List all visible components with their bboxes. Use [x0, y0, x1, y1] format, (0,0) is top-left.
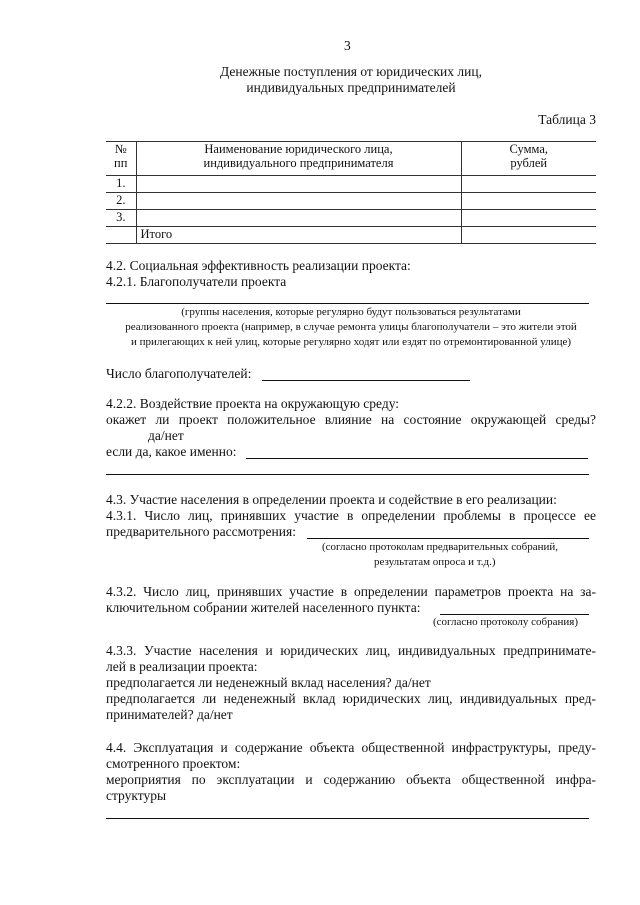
- environment-answer-options[interactable]: да/нет: [148, 428, 184, 443]
- final-meeting-count-note: (согласно протоколу собрания): [433, 616, 579, 628]
- maintenance-input-line[interactable]: [106, 818, 589, 819]
- section-4-3-3-line1: 4.3.3. Участие населения и юридических лиц, индивидуальных предпринимате-: [106, 643, 596, 658]
- table-label: Таблица 3: [538, 112, 596, 127]
- table-row: [106, 193, 596, 210]
- row-name-cell[interactable]: [136, 193, 461, 210]
- section-title-line1: Денежные поступления от юридических лиц,: [220, 64, 482, 79]
- row-number: 2.: [106, 193, 136, 210]
- section-4-3-2-line2: ключительном собрании жителей населенного пункта:: [106, 600, 421, 615]
- business-contribution-question-line1: предполагается ли неденежный вклад юридических лиц, индивидуальных пред-: [106, 691, 596, 706]
- table-row: [106, 176, 596, 193]
- section-4-2-2-heading: 4.2.2. Воздействие проекта на окружающую среду:: [106, 396, 400, 411]
- total-num-cell: [106, 227, 136, 244]
- beneficiaries-note-line2: реализованного проекта (например, в случае ремонта улицы благополучатели – это жители этой: [125, 321, 577, 333]
- row-name-cell[interactable]: [136, 176, 461, 193]
- environment-extra-input-line[interactable]: [106, 474, 589, 475]
- section-4-4-line1: 4.4. Эксплуатация и содержание объекта общественной инфраструктуры, преду-: [106, 740, 596, 755]
- section-4-3-heading: 4.3. Участие населения в определении проекта и содействие в его реализации:: [106, 492, 557, 507]
- row-sum-cell[interactable]: [461, 210, 596, 227]
- row-sum-cell[interactable]: [461, 176, 596, 193]
- table-header-row: [106, 142, 596, 176]
- section-4-4-line3: мероприятия по эксплуатации и содержанию объекта общественной инфра-: [106, 772, 596, 787]
- business-contribution-question-line2: принимателей? да/нет: [106, 707, 233, 722]
- row-number: 3.: [106, 210, 136, 227]
- header-sum: Сумма, рублей: [461, 142, 596, 176]
- section-4-4-line4: структуры: [106, 788, 167, 803]
- section-4-3-3-line2: лей в реализации проекта:: [106, 659, 258, 674]
- table-total-row: [106, 227, 596, 244]
- population-contribution-question: предполагается ли неденежный вклад населения? да/нет: [106, 675, 431, 690]
- table-row: [106, 210, 596, 227]
- section-4-3-1-line2: предварительного рассмотрения:: [106, 524, 296, 539]
- beneficiaries-input-line[interactable]: [106, 303, 589, 304]
- row-sum-cell[interactable]: [461, 193, 596, 210]
- header-name: Наименование юридического лица, индивидуального предпринимателя: [136, 142, 461, 176]
- beneficiaries-note-line1: (группы населения, которые регулярно будут пользоваться результатами: [181, 306, 521, 318]
- header-num: № пп: [106, 142, 136, 176]
- beneficiaries-count-input-line[interactable]: [262, 380, 470, 381]
- total-label: Итого: [136, 227, 461, 244]
- section-4-3-1-line1: 4.3.1. Число лиц, принявших участие в определении проблемы в процессе ее: [106, 508, 596, 523]
- environment-which-label: если да, какое именно:: [106, 444, 237, 459]
- section-4-3-2-line1: 4.3.2. Число лиц, принявших участие в определении параметров проекта на за-: [106, 584, 596, 599]
- beneficiaries-note-line3: и прилегающих к ней улиц, которые регулярно ходят или ездят по отремонтированной улице): [130, 336, 572, 348]
- beneficiaries-count-label: Число благополучателей:: [106, 366, 252, 381]
- total-sum-cell[interactable]: [461, 227, 596, 244]
- row-number: 1.: [106, 176, 136, 193]
- preliminary-count-note2: результатам опроса и т.д.): [374, 556, 496, 568]
- preliminary-count-input-line[interactable]: [307, 538, 589, 539]
- contributions-table: [106, 141, 596, 244]
- row-name-cell[interactable]: [136, 210, 461, 227]
- preliminary-count-note1: (согласно протоколам предварительных собраний,: [322, 541, 559, 553]
- environment-question: окажет ли проект положительное влияние на состояние окружающей среды?: [106, 412, 596, 427]
- section-title-line2: индивидуальных предпринимателей: [246, 80, 456, 95]
- section-4-2-1-heading: 4.2.1. Благополучатели проекта: [106, 274, 287, 289]
- environment-which-input-line[interactable]: [246, 458, 588, 459]
- section-4-2-heading: 4.2. Социальная эффективность реализации проекта:: [106, 258, 411, 273]
- page-number: 3: [344, 38, 351, 53]
- section-4-4-line2: смотренного проектом:: [106, 756, 241, 771]
